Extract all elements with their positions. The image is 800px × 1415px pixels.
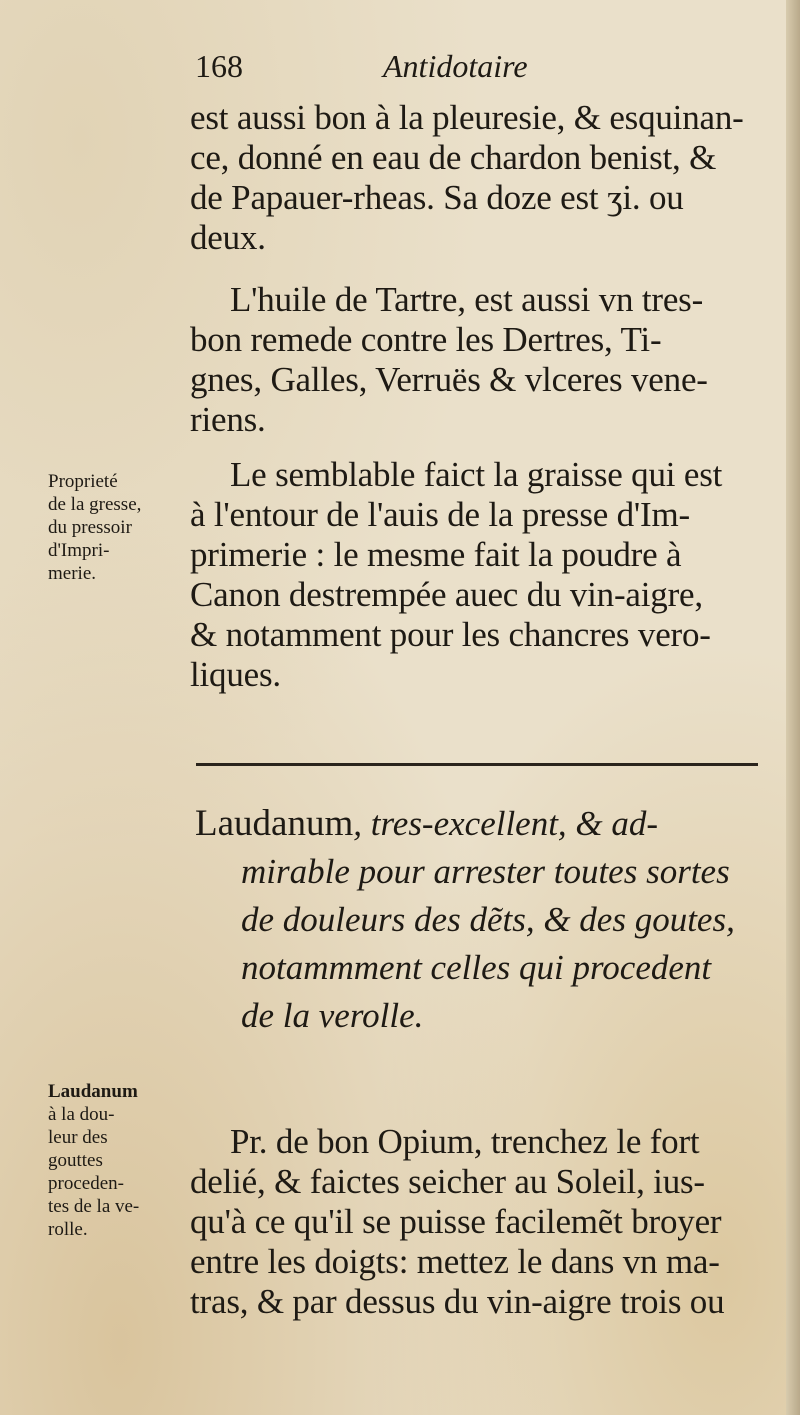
margin-line: de la gresse, — [48, 494, 142, 515]
running-title: Antidotaire — [383, 48, 528, 84]
margin-line: gouttes — [48, 1150, 103, 1171]
margin-line: leur des — [48, 1127, 108, 1148]
text-line: qu'à ce qu'il se puisse facilemẽt broyer — [190, 1202, 722, 1241]
margin-note-2 — [48, 1080, 188, 1241]
text-line: primerie : le mesme fait la poudre à — [190, 535, 682, 574]
text-line: bon remede contre les Dertres, Ti- — [190, 320, 662, 359]
margin-note-1 — [48, 470, 188, 585]
heading-line: de la verolle. — [241, 996, 424, 1035]
text-line: Le semblable faict la graisse qui est — [230, 455, 723, 494]
text-line: entre les doigts: mettez le dans vn ma- — [190, 1242, 720, 1281]
margin-line: Laudanum — [48, 1081, 138, 1102]
text-line: de Papauer-rheas. Sa doze est ʒi. ou — [190, 178, 684, 217]
section-divider — [196, 763, 758, 766]
text-line: riens. — [190, 400, 266, 439]
text-line: ce, donné en eau de chardon benist, & — [190, 138, 717, 177]
heading-line: de douleurs des dẽts, & des goutes, — [241, 900, 735, 939]
text-line: L'huile de Tartre, est aussi vn tres- — [230, 280, 704, 319]
section-heading — [195, 800, 775, 1040]
page-edge — [786, 0, 800, 1415]
page-header — [195, 48, 755, 92]
text-line: gnes, Galles, Verruës & vlceres vene- — [190, 360, 708, 399]
text-line: deux. — [190, 218, 266, 257]
paragraph-4 — [190, 1122, 770, 1322]
margin-line: d'Impri- — [48, 540, 110, 561]
heading-line — [195, 800, 775, 848]
text-line: Canon destrempée auec du vin-aigre, — [190, 575, 703, 614]
text-line: à l'entour de l'auis de la presse d'Im- — [190, 495, 690, 534]
text-line: delié, & faictes seicher au Soleil, ius- — [190, 1162, 705, 1201]
margin-line: à la dou- — [48, 1104, 115, 1125]
heading-line: notammment celles qui procedent — [241, 948, 712, 987]
text-line: est aussi bon à la pleuresie, & esquinan- — [190, 98, 744, 137]
paragraph-2 — [190, 280, 770, 440]
page-number: 168 — [195, 48, 243, 84]
margin-line: rolle. — [48, 1219, 88, 1240]
margin-line: merie. — [48, 563, 97, 584]
heading-lead-rest: , tres-excellent, & ad- — [353, 804, 659, 843]
paragraph-3 — [190, 455, 770, 695]
heading-line: mirable pour arrester toutes sortes — [241, 852, 730, 891]
text-line: liques. — [190, 655, 281, 694]
margin-line: Proprieté — [48, 471, 118, 492]
text-line: & notamment pour les chancres vero- — [190, 615, 711, 654]
heading-lead: Laudanum — [195, 803, 354, 844]
margin-line: tes de la ve- — [48, 1196, 140, 1217]
margin-line: du pressoir — [48, 517, 132, 538]
margin-line: proceden- — [48, 1173, 124, 1194]
paragraph-1 — [190, 98, 770, 258]
text-line: tras, & par dessus du vin-aigre trois ou — [190, 1282, 725, 1321]
text-line: Pr. de bon Opium, trenchez le fort — [230, 1122, 700, 1161]
